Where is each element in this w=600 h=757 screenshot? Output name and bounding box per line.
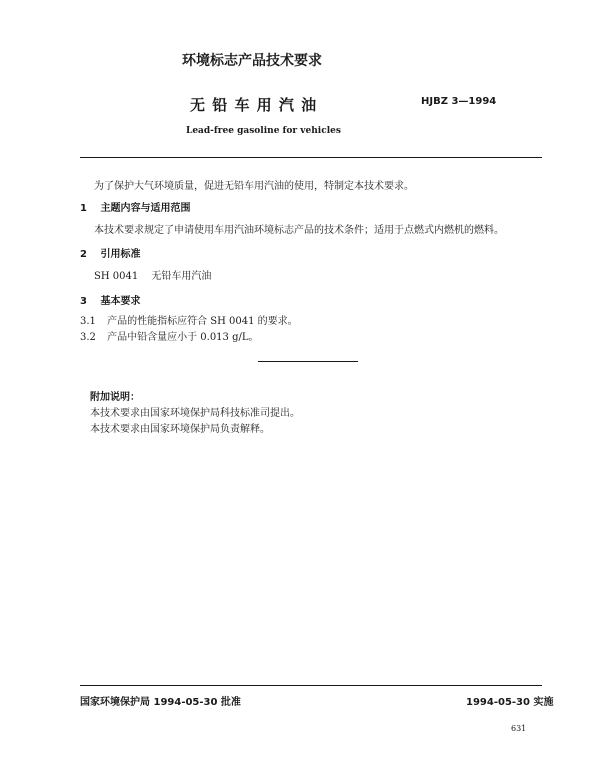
standard-code: HJBZ 3—1994 xyxy=(421,96,497,107)
reference-title: 无铅车用汽油 xyxy=(151,271,212,282)
document-title: 无 铅 车 用 汽 油 xyxy=(190,96,318,114)
page-number: 631 xyxy=(511,724,527,733)
section-title: 引用标准 xyxy=(100,249,141,260)
reference-line xyxy=(94,267,211,282)
scope-paragraph: 本技术要求规定了申请使用车用汽油环境标志产品的技术条件；适用于点燃式内燃机的燃料。 xyxy=(94,225,504,236)
notes-heading: 附加说明： xyxy=(90,392,140,403)
header-divider xyxy=(80,157,542,158)
section-number: 1 xyxy=(80,203,87,214)
series-title: 环境标志产品技术要求 xyxy=(182,53,322,69)
intro-paragraph: 为了保护大气环境质量，促进无铅车用汽油的使用，特制定本技术要求。 xyxy=(94,181,414,192)
note-line: 本技术要求由国家环境保护局科技标准司提出。 xyxy=(90,408,300,419)
clause-text: 产品中铅含量应小于 0.013 g/L。 xyxy=(107,332,259,343)
section-2-heading xyxy=(80,245,140,260)
clause-number: 3.1 xyxy=(80,316,96,327)
requirement-3-1 xyxy=(80,312,298,327)
section-number: 2 xyxy=(80,249,87,260)
end-of-text-rule xyxy=(258,361,358,362)
section-title: 基本要求 xyxy=(100,296,141,307)
note-line: 本技术要求由国家环境保护局负责解释。 xyxy=(90,424,270,435)
section-3-heading xyxy=(80,292,140,307)
approval-info: 国家环境保护局 1994-05-30 批准 xyxy=(80,697,241,708)
requirement-3-2 xyxy=(80,328,259,343)
clause-number: 3.2 xyxy=(80,332,96,343)
reference-code: SH 0041 xyxy=(94,271,139,282)
english-title: Lead-free gasoline for vehicles xyxy=(186,126,341,136)
section-1-heading xyxy=(80,199,190,214)
clause-text: 产品的性能指标应符合 SH 0041 的要求。 xyxy=(107,316,298,327)
effective-date: 1994-05-30 实施 xyxy=(466,697,554,708)
footer-divider xyxy=(80,685,542,686)
section-title: 主题内容与适用范围 xyxy=(100,203,191,214)
section-number: 3 xyxy=(80,296,87,307)
